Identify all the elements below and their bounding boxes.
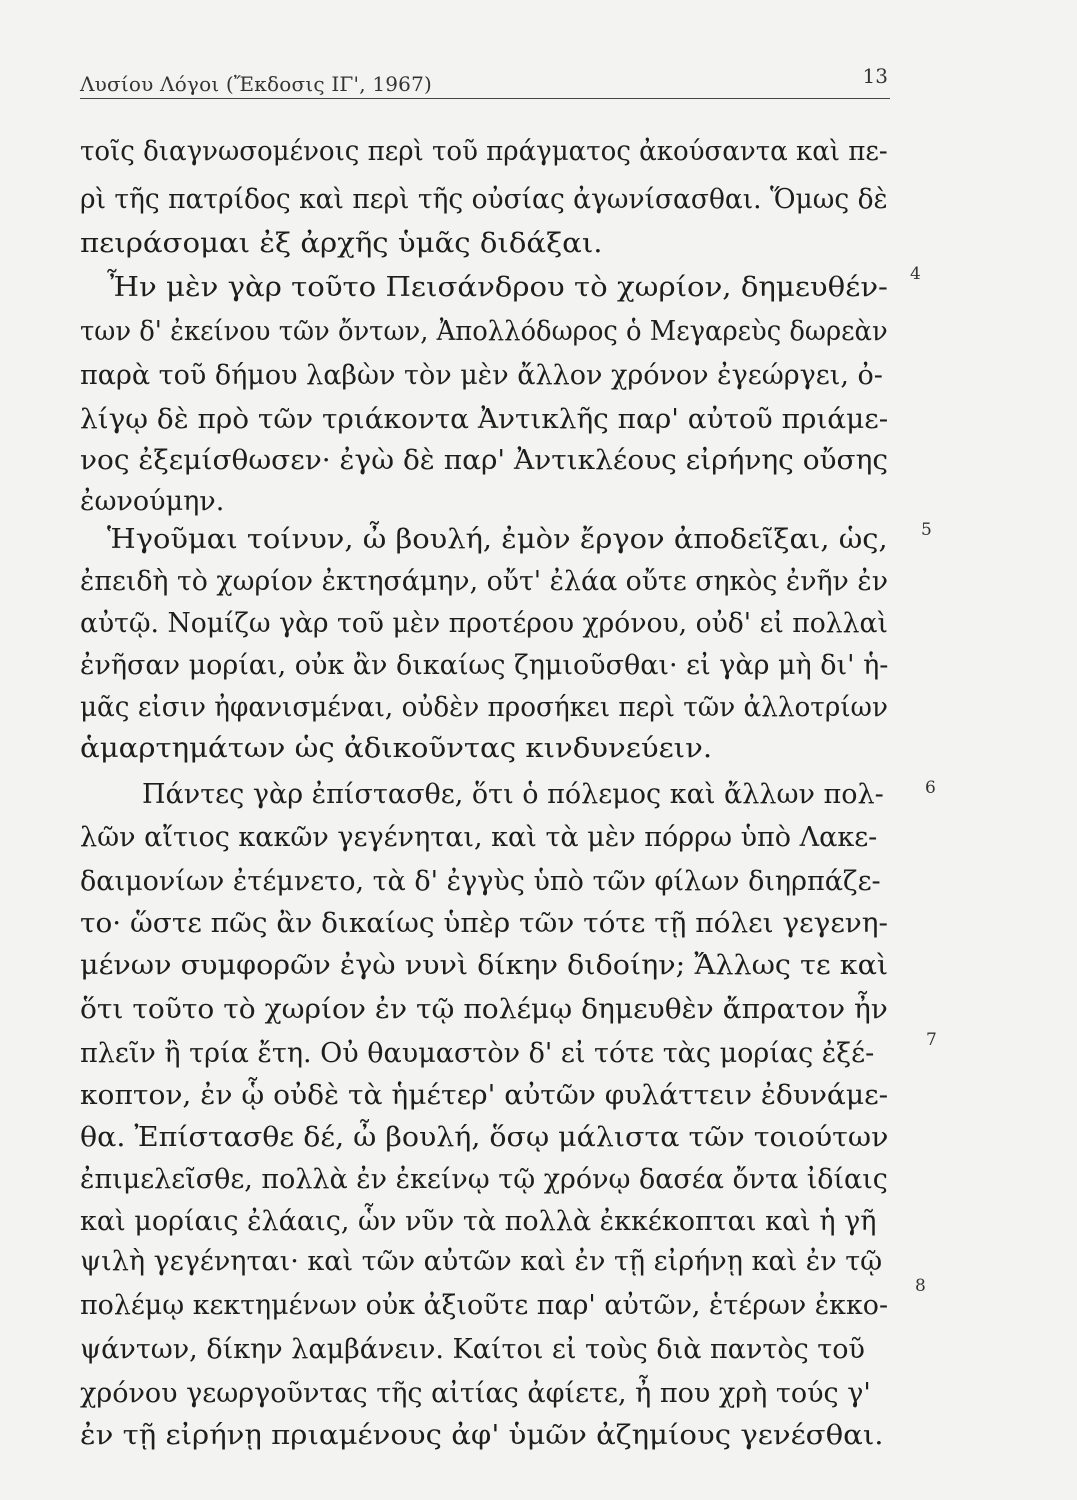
text-line: θα. Ἐπίστασθε δέ, ὦ βουλή, ὅσῳ μάλιστα τῶν τοιούτων (80, 1122, 889, 1153)
running-header (80, 64, 890, 99)
text-line: πειράσομαι ἐξ ἀρχῆς ὑμᾶς διδάξαι. (80, 228, 603, 259)
text-line: πολέμῳ κεκτημένων οὐκ ἀξιοῦτε παρ' αὐτῶν, ἑτέρων ἐκκο- (80, 1290, 889, 1321)
header-title: Λυσίου Λόγοι (Ἔκδοσις ΙΓ', 1967) (80, 72, 433, 96)
text-line: χρόνου γεωργοῦντας τῆς αἰτίας ἀφίετε, ἦ που χρὴ τούς γ' (80, 1378, 871, 1409)
text-line: Ἦν μὲν γὰρ τοῦτο Πεισάνδρου τὸ χωρίον, δημευθέν- (107, 272, 888, 303)
text-line: το· ὥστε πῶς ἂν δικαίως ὑπὲρ τῶν τότε τῇ πόλει γεγενη- (80, 908, 888, 939)
text-line: ἐπιμελεῖσθε, πολλὰ ἐν ἐκείνῳ τῷ χρόνῳ δασέα ὄντα ἰδίαις (80, 1164, 888, 1195)
text-line: ὅτι τοῦτο τὸ χωρίον ἐν τῷ πολέμῳ δημευθὲν ἄπρατον ἦν (80, 994, 888, 1025)
text-line: ἐπειδὴ τὸ χωρίον ἐκτησάμην, οὔτ' ἐλάα οὔτε σηκὸς ἐνῆν ἐν (80, 566, 888, 597)
text-line: ρὶ τῆς πατρίδος καὶ περὶ τῆς οὐσίας ἀγωνίσασθαι. Ὅμως δὲ (80, 184, 888, 215)
section-number: 7 (926, 1030, 937, 1050)
text-line: παρὰ τοῦ δήμου λαβὼν τὸν μὲν ἄλλον χρόνον ἐγεώργει, ὀ- (80, 360, 883, 391)
page-number: 13 (862, 64, 888, 88)
section-number: 5 (921, 520, 932, 540)
text-line: αὐτῷ. Νομίζω γὰρ τοῦ μὲν προτέρου χρόνου, οὐδ' εἰ πολλαὶ (80, 608, 888, 639)
section-number: 8 (915, 1276, 926, 1296)
text-line: μένων συμφορῶν ἐγὼ νυνὶ δίκην διδοίην; Ἄλλως τε καὶ (80, 950, 889, 981)
text-line: ἐνῆσαν μορίαι, οὐκ ἂν δικαίως ζημιοῦσθαι· εἰ γὰρ μὴ δι' ἡ- (80, 650, 889, 681)
text-line: ἁμαρτημάτων ὡς ἀδικοῦντας κινδυνεύειν. (80, 733, 713, 764)
text-line: ψιλὴ γεγένηται· καὶ τῶν αὐτῶν καὶ ἐν τῇ εἰρήνῃ καὶ ἐν τῷ (80, 1246, 883, 1277)
text-line: καὶ μορίαις ἐλάαις, ὧν νῦν τὰ πολλὰ ἐκκέκοπται καὶ ἡ γῆ (80, 1206, 877, 1237)
text-line: των δ' ἐκείνου τῶν ὄντων, Ἀπολλόδωρος ὁ Μεγαρεὺς δωρεὰν (80, 316, 888, 347)
section-number: 6 (925, 778, 936, 798)
text-line: πλεῖν ἢ τρία ἔτη. Οὐ θαυμαστὸν δ' εἰ τότε τὰς μορίας ἐξέ- (80, 1038, 875, 1069)
text-line: ἐωνούμην. (80, 486, 225, 517)
text-line: κοπτον, ἐν ᾧ οὐδὲ τὰ ἡμέτερ' αὐτῶν φυλάττειν ἐδυνάμε- (80, 1080, 889, 1111)
text-line: λίγῳ δὲ πρὸ τῶν τριάκοντα Ἀντικλῆς παρ' αὐτοῦ πριάμε- (80, 404, 889, 435)
section-number: 4 (910, 264, 921, 284)
text-line: λῶν αἴτιος κακῶν γεγένηται, καὶ τὰ μὲν πόρρω ὑπὸ Λακε- (80, 822, 878, 853)
text-line: δαιμονίων ἐτέμνετο, τὰ δ' ἐγγὺς ὑπὸ τῶν φίλων διηρπάζε- (80, 866, 881, 897)
text-line: μᾶς εἰσιν ἠφανισμέναι, οὐδὲν προσήκει περὶ τῶν ἀλλοτρίων (80, 692, 888, 723)
text-line: ἐν τῇ εἰρήνῃ πριαμένους ἀφ' ὑμῶν ἀζημίους γενέσθαι. (80, 1420, 884, 1451)
text-line: Ἡγοῦμαι τοίνυν, ὦ βουλή, ἐμὸν ἔργον ἀποδεῖξαι, ὡς, (107, 524, 888, 555)
text-line: Πάντες γὰρ ἐπίστασθε, ὅτι ὁ πόλεμος καὶ ἄλλων πολ- (142, 779, 884, 810)
text-line: νος ἐξεμίσθωσεν· ἐγὼ δὲ παρ' Ἀντικλέους εἰρήνης οὔσης (80, 445, 889, 476)
text-line: τοῖς διαγνωσομένοις περὶ τοῦ πράγματος ἀκούσαντα καὶ πε- (80, 136, 888, 167)
text-line: ψάντων, δίκην λαμβάνειν. Καίτοι εἰ τοὺς διὰ παντὸς τοῦ (80, 1334, 865, 1365)
